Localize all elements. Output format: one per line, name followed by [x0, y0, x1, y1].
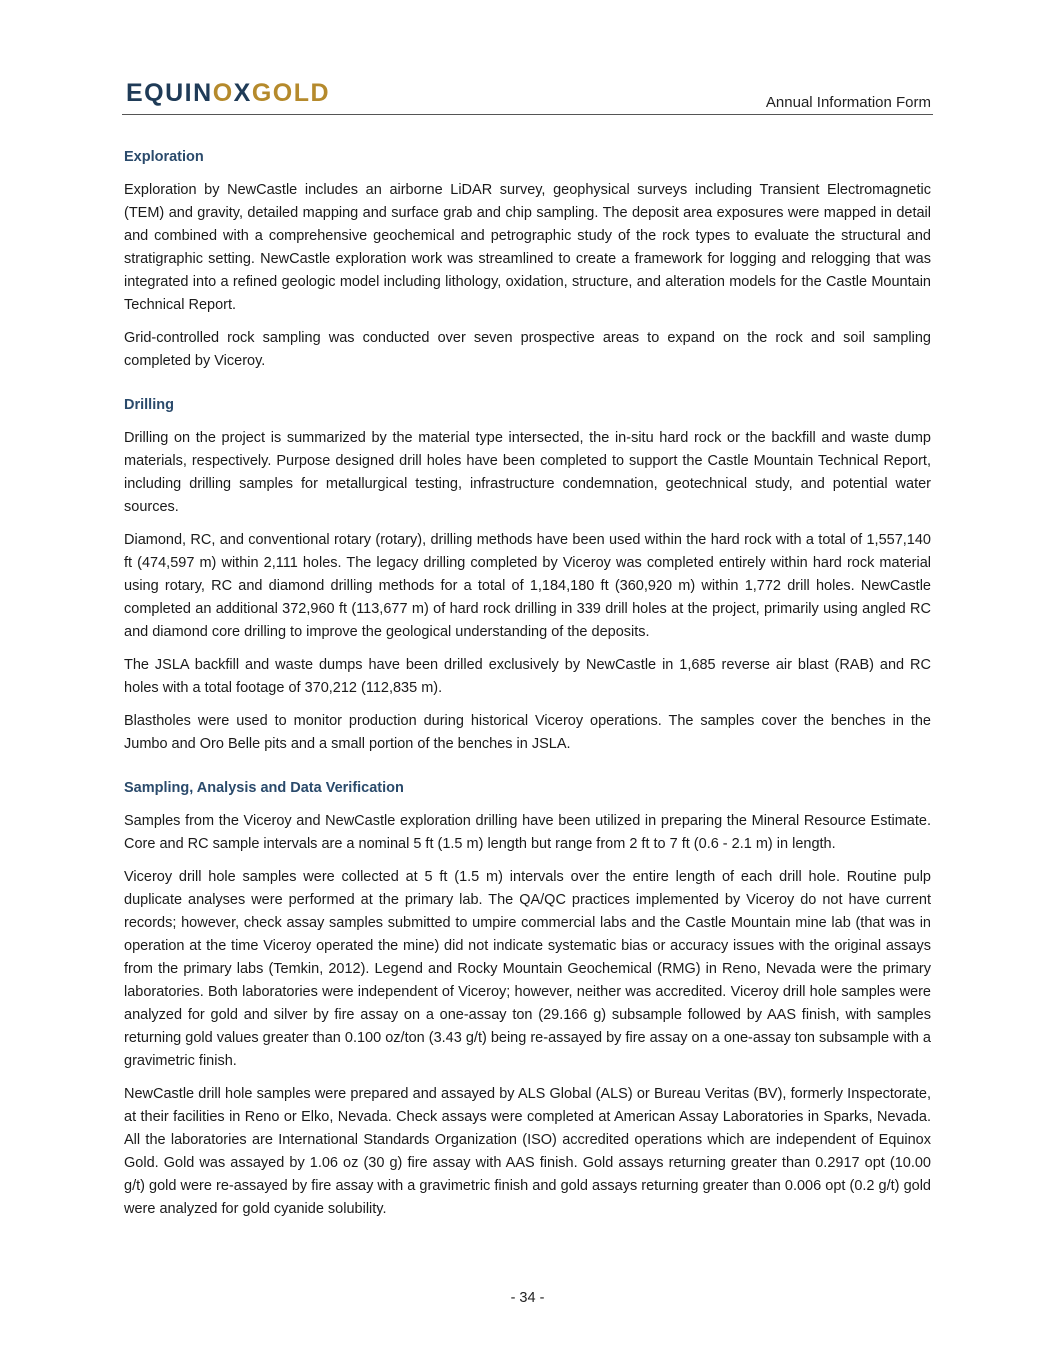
- exploration-heading: Exploration: [124, 149, 204, 165]
- drilling-heading: Drilling: [124, 397, 174, 413]
- logo-o-letter: O: [212, 79, 234, 107]
- page-number: - 34 -: [510, 1290, 545, 1306]
- logo-equinox-text: EQUIN: [126, 79, 213, 107]
- header-divider: [122, 114, 933, 115]
- equinox-gold-logo: [126, 78, 330, 108]
- drilling-paragraph-1: Drilling on the project is summarized by the material type intersected, the in-situ hard rock or the backfill and waste dump materials, respectively. Purpose designed drill holes have been completed to support the Castle Mountain Technical Report, including drilling samples for metallurgical testing, infrastructure condemnation, geotechnical study, and potential water sources.: [124, 430, 931, 515]
- page-content: [124, 146, 931, 1231]
- logo-gold-text: GOLD: [251, 79, 331, 107]
- exploration-paragraph-2: Grid-controlled rock sampling was conducted over seven prospective areas to expand on the rock and soil sampling completed by Viceroy.: [124, 330, 931, 369]
- logo-x-letter: X: [233, 79, 252, 107]
- sampling-paragraph-1: Samples from the Viceroy and NewCastle exploration drilling have been utilized in preparing the Mineral Resource Estimate. Core and RC sample intervals are a nominal 5 ft (1.5 m) length but range from 2 ft to 7 ft (0.6 - 2.1 m) in length.: [124, 813, 931, 852]
- header-title: Annual Information Form: [765, 94, 931, 111]
- drilling-paragraph-4: Blastholes were used to monitor production during historical Viceroy operations. The samples cover the benches in the Jumbo and Oro Belle pits and a small portion of the benches in JSLA.: [124, 713, 931, 752]
- drilling-paragraph-3: The JSLA backfill and waste dumps have been drilled exclusively by NewCastle in 1,685 reverse air blast (RAB) and RC holes with a total footage of 370,212 (112,835 m).: [124, 657, 931, 696]
- drilling-paragraph-2: Diamond, RC, and conventional rotary (rotary), drilling methods have been used within the hard rock with a total of 1,557,140 ft (474,597 m) within 2,111 holes. The legacy drilling completed by Viceroy was completed entirely within hard rock material using rotary, RC and diamond drilling methods for a total of 1,184,180 ft (360,920 m) within 1,772 drill holes. NewCastle completed an additional 372,960 ft (113,677 m) of hard rock drilling in 339 drill holes at the project, primarily using angled RC and diamond core drilling to improve the geological understanding of the deposits.: [124, 532, 931, 640]
- sampling-paragraph-3: NewCastle drill hole samples were prepared and assayed by ALS Global (ALS) or Bureau Veritas (BV), formerly Inspectorate, at their facilities in Reno or Elko, Nevada. Check assays were completed at American Assay Laboratories in Sparks, Nevada. All the laboratories are International Standards Organization (ISO) accredited operations which are independent of Equinox Gold. Gold was assayed by 1.06 oz (30 g) fire assay with AAS finish. Gold assays returning greater than 0.2917 opt (10.00 g/t) gold were re-assayed by fire assay with a gravimetric finish and gold assays returning greater than 0.006 opt (0.2 g/t) gold were analyzed for gold cyanide solubility.: [124, 1086, 931, 1217]
- exploration-paragraph-1: Exploration by NewCastle includes an airborne LiDAR survey, geophysical surveys including Transient Electromagnetic (TEM) and gravity, detailed mapping and surface grab and chip sampling. The deposit area exposures were mapped in detail and combined with a comprehensive geochemical and petrographic study of the rock types to evaluate the structural and stratigraphic setting. NewCastle exploration work was streamlined to create a framework for logging and relogging that was integrated into a refined geologic model including lithology, oxidation, structure, and alteration models for the Castle Mountain Technical Report.: [124, 182, 931, 313]
- sampling-paragraph-2: Viceroy drill hole samples were collected at 5 ft (1.5 m) intervals over the entire length of each drill hole. Routine pulp duplicate analyses were performed at the primary lab. The QA/QC practices implemented by Viceroy do not have current records; however, check assay samples submitted to umpire commercial labs and the Castle Mountain mine lab (that was in operation at the time Viceroy operated the mine) did not indicate systematic bias or accuracy issues with the original assays from the primary labs (Temkin, 2012). Legend and Rocky Mountain Geochemical (RMG) in Reno, Nevada were the primary laboratories. Both laboratories were independent of Viceroy; however, neither was accredited. Viceroy drill hole samples were analyzed for gold and silver by fire assay on a one-assay ton (29.166 g) subsample followed by AAS finish, with samples returning gold values greater than 0.100 oz/ton (3.43 g/t) being re-assayed by fire assay on a one-assay ton subsample with a gravimetric finish.: [124, 869, 931, 1069]
- sampling-heading: Sampling, Analysis and Data Verification: [124, 780, 404, 796]
